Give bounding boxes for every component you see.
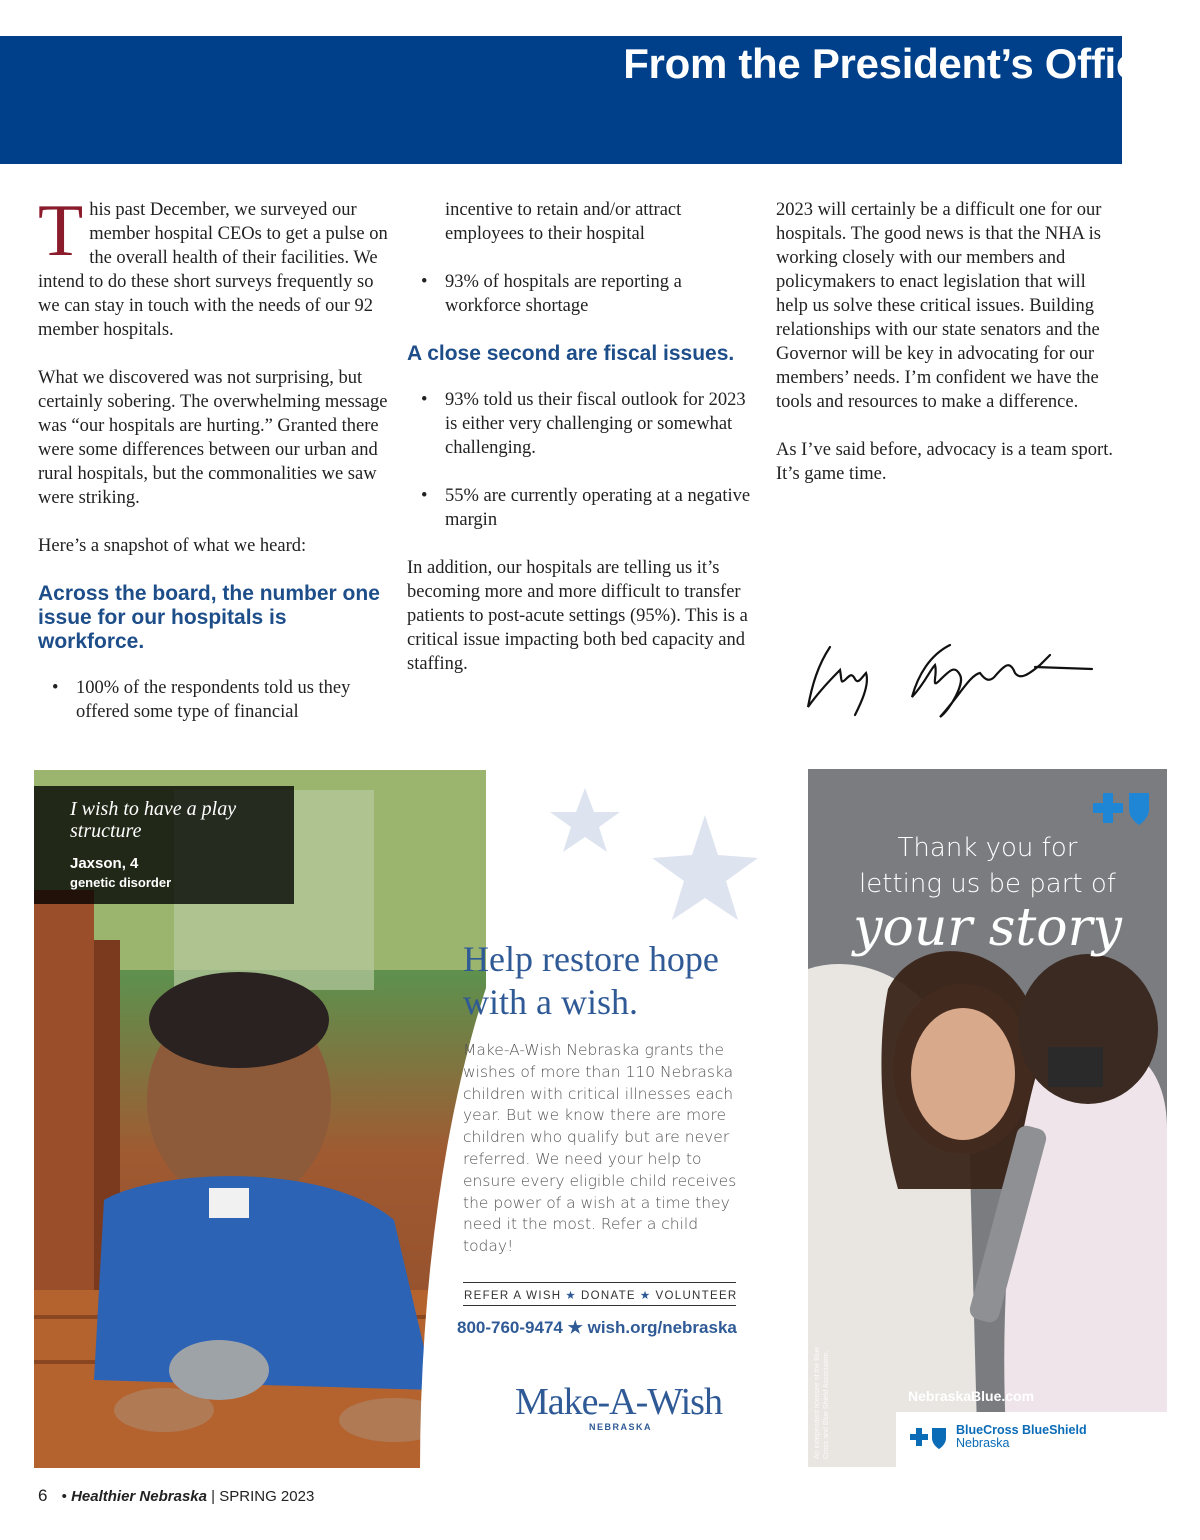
paragraph: What we discovered was not surprising, but certainly sobering. The overwhelming message was “our hospitals are hurting.” Granted there were some differences between our urban and rural hospitals, but the commonalities we saw were striking. (38, 368, 388, 508)
paragraph: 2023 will certainly be a difficult one for our hospitals. The good news is that the NHA is working closely with our members and policymakers to enact legislation that will help us solve these critical issues. Building relationships with our state senators and the Governor will be key in advocating for our members’ needs. I’m confident we have the tools and resources to make a difference. (776, 200, 1102, 412)
star-icon: ★ (639, 1290, 652, 1302)
pipe-separator: | (211, 1488, 220, 1505)
bcbs-logo-icon (906, 1424, 956, 1454)
bullet-item: • 93% of hospitals are reporting a workforce shortage (407, 270, 752, 318)
bullet-list (38, 676, 388, 724)
magazine-title: Healthier Nebraska (71, 1488, 207, 1505)
page-footer (38, 1486, 314, 1506)
article-column-2 (407, 198, 752, 700)
president-signature (800, 635, 1095, 720)
bullet-item: • 100% of the respondents told us they offered some type of financial (38, 676, 388, 724)
bullet-separator: • (61, 1488, 67, 1505)
wish-quote: I wish to have a play structure (70, 798, 237, 842)
ad-body-text: Make-A-Wish Nebraska grants the wishes of more than 110 Nebraska children with critical illnesses each year. But we know there are more children who qualify but are never referred. We need your help to ensure every eligible child receives the power of a wish at a time they need it the most. Refer a child today! (463, 1041, 737, 1256)
bullet-continuation: incentive to retain and/or attract employees to their hospital (445, 200, 682, 244)
star-decoration-1 (550, 788, 620, 852)
intro-paragraph: This past December, we surveyed our member hospital CEOs to get a pulse on the overall health of their facilities. We intend to do these short surveys frequently so we can stay in touch with the needs of our 92 member hospitals. (38, 190, 388, 340)
bcbs-your-story: your story (853, 898, 1122, 958)
bcbs-disclaimer: An independent licensee of the Blue Cross and Blue Shield Association. (814, 1346, 830, 1459)
logo-subtitle: NEBRASKA (589, 1422, 653, 1432)
bcbs-cross-shield-icon (1083, 789, 1153, 829)
bullet-list (407, 270, 752, 318)
subheading-workforce: Across the board, the number one issue for our hospitals is workforce. (38, 582, 380, 653)
ad-contact (457, 1318, 737, 1338)
bullet-item: • 93% told us their fiscal outlook for 2023 is either very challenging or somewhat challenging. (407, 388, 752, 460)
star-icon: ★ (567, 1318, 583, 1337)
ad-headline: Help restore hope with a wish. (463, 939, 719, 1022)
child-diagnosis: genetic disorder (70, 875, 172, 890)
paragraph: Here’s a snapshot of what we heard: (38, 536, 307, 556)
volunteer-link[interactable]: VOLUNTEER (655, 1290, 738, 1302)
donate-link[interactable]: DONATE (581, 1290, 636, 1302)
phone-number[interactable]: 800-760-9474 (457, 1318, 563, 1337)
bcbs-logo-panel (896, 1412, 1167, 1468)
star-decoration-2 (652, 815, 758, 920)
article-column-3 (776, 198, 1121, 510)
child-name: Jaxson, 4 (70, 855, 139, 872)
bullet-list (407, 388, 752, 532)
star-icon: ★ (565, 1290, 578, 1302)
paragraph: In addition, our hospitals are telling us it’s becoming more and more difficult to transfer patients to post-acute settings (95%). This is a critical issue impacting both bed capacity and staffing. (407, 558, 748, 674)
bcbs-logo-state: Nebraska (956, 1436, 1010, 1450)
bcbs-logo-name: BlueCross BlueShield (956, 1423, 1087, 1437)
bcbs-website[interactable]: NebraskaBlue.com (908, 1388, 1035, 1404)
bullet-item: • 55% are currently operating at a negative margin (407, 484, 752, 532)
website-link[interactable]: wish.org/nebraska (587, 1318, 737, 1337)
drop-cap: T (38, 190, 84, 272)
ad-action-links (463, 1282, 736, 1306)
paragraph: As I’ve said before, advocacy is a team sport. It’s game time. (776, 440, 1113, 484)
issue-label: SPRING 2023 (219, 1488, 315, 1505)
subheading-fiscal: A close second are fiscal issues. (407, 342, 735, 365)
bcbs-thank-you: Thank you for letting us be part of (859, 833, 1116, 899)
refer-link[interactable]: REFER A WISH (464, 1290, 562, 1302)
page-title: From the President’s Office (623, 40, 1162, 87)
make-a-wish-logo: Make-A-Wish (515, 1381, 722, 1423)
page-number: 6 (38, 1486, 48, 1505)
article-column-1 (38, 190, 388, 748)
